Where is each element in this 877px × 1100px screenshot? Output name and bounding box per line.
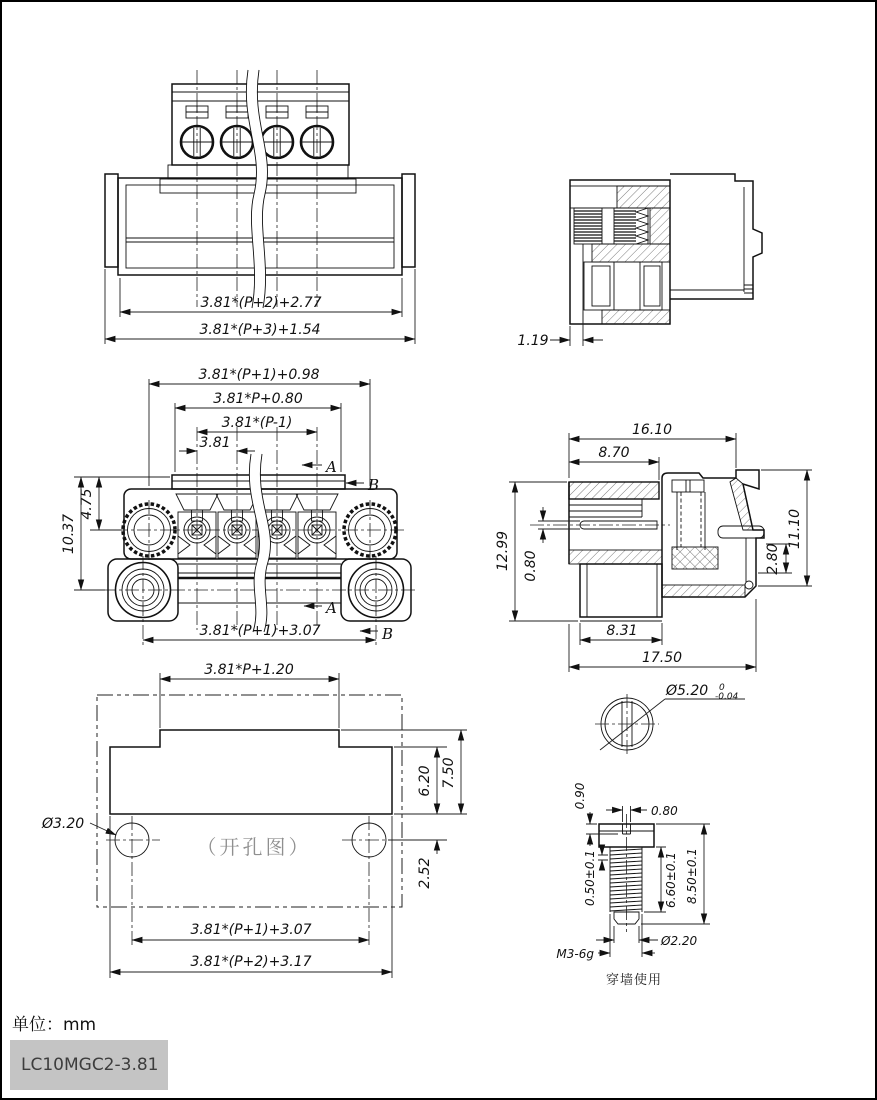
upper-side-dimensions (517, 312, 603, 349)
dim-label-thread-length: 6.60±0.1 (664, 852, 678, 908)
section-label-b-bottom: B (382, 625, 394, 643)
dim-label-outer-width: 3.81*(P+3)+1.54 (199, 322, 321, 338)
lower-side-dimensions (495, 422, 812, 672)
section-label-a-bottom: A (326, 599, 337, 617)
technical-drawing (2, 2, 877, 1100)
upper-side-view (517, 174, 762, 349)
dim-label-span1: 3.81*(P+1)+0.98 (198, 367, 320, 383)
dim-label-slot-width: 0.80 (651, 804, 678, 818)
dim-label-top-height: 4.75 (79, 488, 95, 520)
section-label-b-top: B (368, 476, 380, 494)
dim-label-cutout-total: 3.81*(P+2)+3.17 (190, 954, 312, 970)
panel-cutout-view (41, 662, 467, 978)
dim-label-height-right: 11.10 (787, 508, 803, 550)
dim-label-cutout-mount: 3.81*(P+1)+3.07 (190, 922, 312, 938)
screw-dimensions (556, 782, 710, 961)
part-number: LC10MGC2-3.81 (21, 1055, 159, 1075)
dim-label-thread-pitch: 0.50±0.1 (583, 850, 597, 906)
screw-caption: 穿墙使用 (605, 973, 663, 988)
dim-label-cutout-top: 3.81*P+1.20 (204, 662, 294, 678)
dim-label-width-top: 16.10 (631, 422, 673, 438)
units-label: 单位：mm (12, 1015, 97, 1035)
dim-label-hole-offset: 2.52 (417, 857, 433, 889)
dim-label-height-left: 12.99 (495, 530, 511, 572)
front-view-dimensions (61, 367, 393, 643)
dim-label-width-plug: 8.70 (598, 445, 630, 461)
lower-side-view (495, 422, 812, 672)
dim-label-opening-height: 7.50 (441, 757, 457, 789)
dim-label-bushing-tol-lower: -0.04 (715, 692, 739, 702)
cutout-dimensions (41, 662, 467, 978)
dim-label-bushing-tol-upper: 0 (719, 683, 725, 693)
dim-label-mount-span: 3.81*(P+1)+3.07 (199, 623, 321, 639)
dim-label-thread-spec: M3-6g (556, 947, 594, 961)
cutout-caption: （开孔图） (196, 835, 312, 859)
dim-label-total-length: 8.50±0.1 (685, 848, 699, 904)
dim-label-span3: 3.81*(P-1) (221, 415, 293, 431)
dim-label-pitch: 3.81 (199, 435, 231, 451)
threaded-insert (574, 208, 648, 244)
dim-label-notch-height: 6.20 (417, 765, 433, 797)
dim-label-pin: 0.80 (523, 550, 539, 582)
front-view (61, 367, 417, 648)
dim-label-step: 2.80 (765, 543, 781, 575)
dim-label-total-height: 10.37 (61, 513, 77, 555)
top-view (105, 70, 415, 344)
dim-label-base: 17.50 (641, 650, 683, 666)
part-number-box (10, 1040, 168, 1090)
dim-label-wall: 1.19 (517, 333, 549, 349)
dim-label-inner-width: 3.81*(P+2)+2.77 (200, 295, 322, 311)
dim-label-base-inner: 8.31 (606, 623, 638, 639)
dim-label-hole-dia: Ø3.20 (42, 816, 85, 832)
dim-label-bushing-dia: Ø5.20 (666, 683, 709, 699)
section-label-a-top: A (326, 458, 337, 476)
dim-label-tip-dia: Ø2.20 (661, 934, 698, 948)
bushing-detail (595, 683, 745, 754)
screw-detail (556, 782, 710, 988)
dim-label-span2: 3.81*P+0.80 (213, 391, 303, 407)
dim-label-slot-depth: 0.90 (573, 782, 587, 810)
